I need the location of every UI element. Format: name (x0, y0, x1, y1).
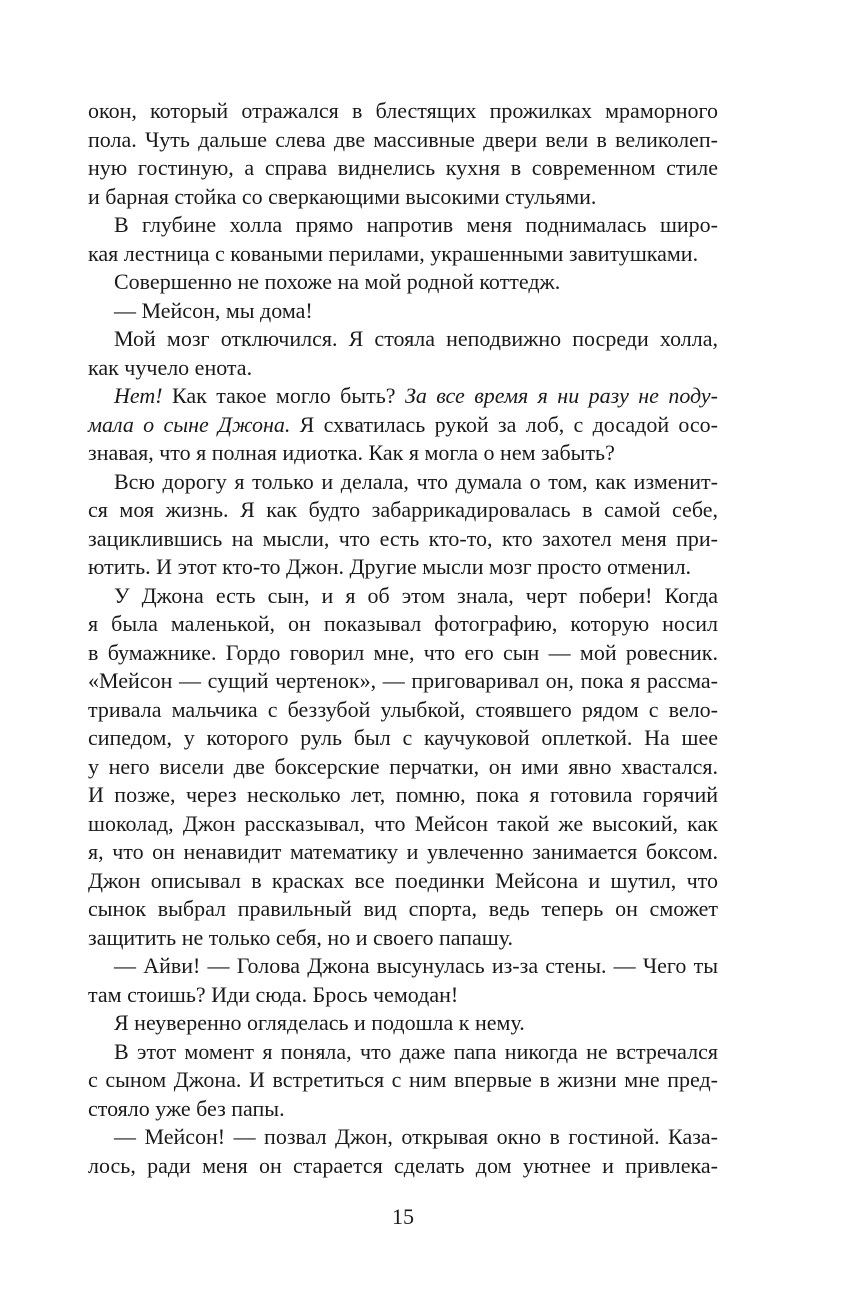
text-line (88, 382, 718, 411)
italic-segment: мала о сыне Джона. (88, 411, 291, 437)
italic-segment: За все время я ни разу не поду- (404, 383, 718, 408)
text-line: сипедом, у которого руль был с каучуковой оплеткой. На шее (88, 725, 718, 750)
text-line: стояло уже без папы. (88, 1095, 285, 1121)
text-line: ютить. И этот кто-то Джон. Другие мысли мозг просто отменил. (88, 554, 692, 579)
paragraph (88, 382, 718, 468)
text-line: Джон описывал в красках все поединки Мейсона и шутил, что (88, 867, 718, 893)
text-line: У Джона есть сын, и я об этом знала, черт побери! Когда (114, 582, 718, 608)
text-line: Всю дорогу я только и делала, что думала о том, как изменит- (114, 468, 718, 494)
text-line: ную гостиную, а справа виднелись кухня в современном стиле (88, 155, 718, 180)
paragraph (88, 582, 718, 953)
text-line: Мой мозг отключился. Я стояла неподвижно посреди холла, (114, 326, 718, 351)
paragraph (88, 952, 718, 1009)
text-line: — Мейсон, мы дома! (114, 297, 313, 323)
text-line: знавая, что я полная идиотка. Как я могла о нем забыть? (88, 440, 615, 465)
paragraph (88, 1123, 718, 1180)
text-line: кая лестница с коваными перилами, украшенными завитушками. (88, 240, 699, 266)
text-line: лось, ради меня он старается сделать дом уютнее и привлека- (88, 1152, 718, 1178)
paragraph (88, 1038, 718, 1124)
text-line: как чучело енота. (88, 354, 253, 380)
text-line: Я неуверенно огляделась и подошла к нему. (114, 1010, 525, 1035)
paragraph (88, 97, 718, 211)
text-line: Совершенно не похоже на мой родной коттедж. (114, 269, 561, 294)
text-line: и барная стойка со сверкающими высокими стульями. (88, 183, 597, 209)
text-line: пола. Чуть дальше слева две массивные двери вели в великолеп- (88, 126, 718, 152)
text-line: в бумажнике. Гордо говорил мне, что его сын — мой ровесник. (88, 639, 718, 665)
paragraph (88, 1009, 718, 1038)
text-line: — Айви! — Голова Джона высунулась из-за стены. — Чего ты (114, 953, 718, 978)
italic-segment: Нет! (114, 383, 163, 408)
text-line: зациклившись на мысли, что есть кто-то, кто захотел меня при- (88, 525, 718, 551)
text-line: И позже, через несколько лет, помню, пока я готовила горячий (88, 782, 718, 807)
text-line: я, что он ненавидит математику и увлеченно занимается боксом. (88, 839, 718, 864)
text-line: я была маленькой, он показывал фотографию, которую носил (88, 611, 718, 636)
text-line: защитить не только себя, но и своего папашу. (88, 924, 514, 950)
text-line: — Мейсон! — позвал Джон, открывая окно в гостиной. Каза- (114, 1124, 718, 1149)
paragraph (88, 468, 718, 582)
paragraph (88, 268, 718, 297)
text-line: сынок выбрал правильный вид спорта, ведь теперь он сможет (88, 896, 718, 921)
paragraph (88, 297, 718, 326)
text-line: В этот момент я поняла, что даже папа никогда не встречался (114, 1038, 718, 1064)
text-line: у него висели две боксерские перчатки, он ими явно хвастался. (88, 753, 718, 779)
text-line: ся моя жизнь. Я как будто забаррикадировалась в самой себе, (88, 497, 718, 522)
text-line: тривала мальчика с беззубой улыбкой, стоявшего рядом с вело- (88, 696, 718, 722)
paragraph (88, 211, 718, 268)
text-line: с сыном Джона. И встретиться с ним впервые в жизни мне пред- (88, 1067, 718, 1092)
text-line: «Мейсон — сущий чертенок», — приговаривал он, пока я рассма- (88, 668, 718, 693)
page-number: 15 (392, 1204, 414, 1229)
text-segment: Как такое могло быть? (162, 383, 405, 408)
text-line (88, 411, 718, 440)
text-line: окон, который отражался в блестящих прожилках мраморного (88, 98, 718, 123)
page-text (88, 97, 718, 1180)
paragraph (88, 325, 718, 382)
text-line: там стоишь? Иди сюда. Брось чемодан! (88, 981, 459, 1007)
text-segment: Я схватилась рукой за лоб, с досадой осо- (290, 411, 718, 437)
text-line: В глубине холла прямо напротив меня поднималась широ- (114, 212, 718, 237)
text-line: шоколад, Джон рассказывал, что Мейсон такой же высокий, как (88, 810, 718, 836)
